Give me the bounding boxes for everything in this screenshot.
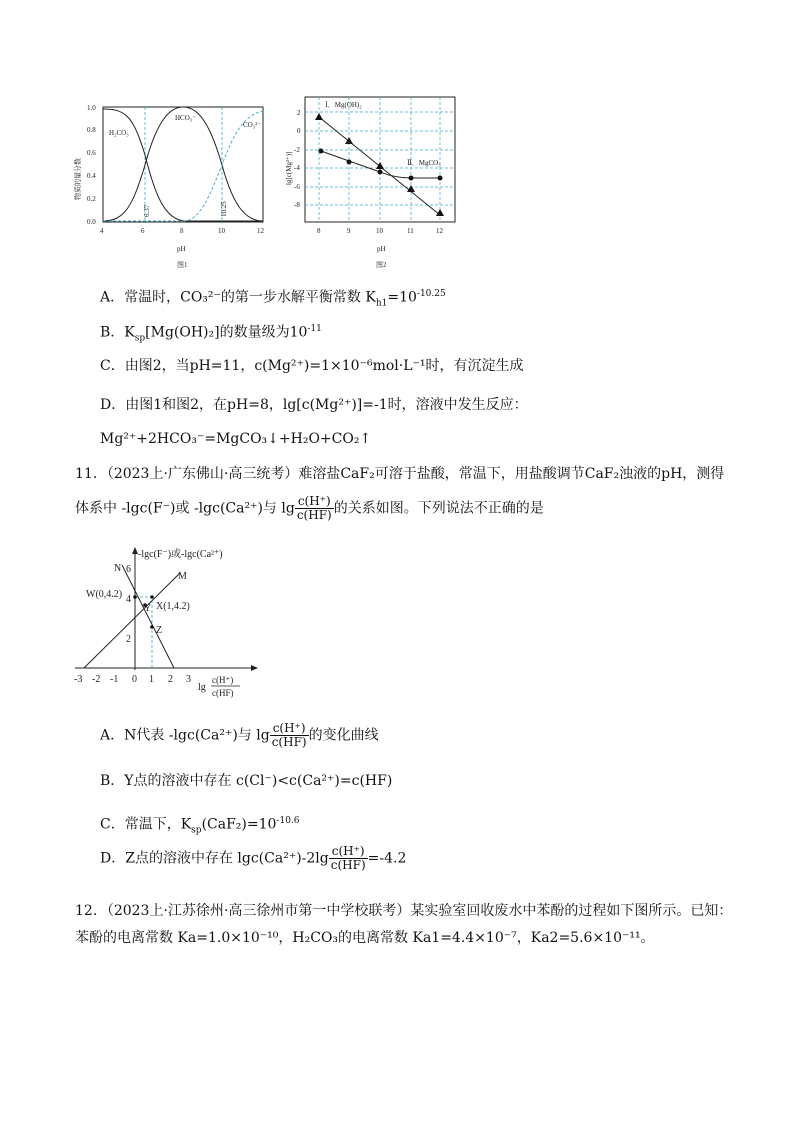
- q11-stem-line1: 11．（2023上·广东佛山·高三统考）难溶盐CaF₂可溶于盐酸，常温下，用盐酸调节CaF₂浊液的pH，测得: [75, 466, 725, 482]
- q11-option-d: D．Z点的溶液中存在 lgc(Ca²⁺)-2lg $\frac{c(H^+)}{c(HF)}$ =-4.2: [100, 844, 407, 872]
- fig1-xtick: 4: [100, 227, 104, 235]
- fig2-ylabel: lg[c(Mg²⁺)]: [285, 151, 293, 185]
- fig1-mark-1025: 10.25: [220, 201, 228, 217]
- fig1-caption: 图1: [177, 261, 188, 269]
- fig2-ytick: -2: [294, 146, 300, 154]
- figure-2: [285, 95, 465, 270]
- q11-graph-label-m: M: [178, 571, 187, 582]
- q11-graph-ytick: 2: [126, 634, 131, 645]
- q11-graph-xtick: 2: [168, 674, 173, 685]
- q11-graph-xtick: -3: [74, 674, 83, 685]
- fig1-xtick: 10: [218, 227, 225, 235]
- fig2-ytick: -4: [294, 164, 300, 172]
- q11-graph-ylabel: -lgc(F⁻)或-lgc(Ca²⁺): [138, 549, 223, 560]
- q11-graph-point-z: Z: [156, 625, 163, 636]
- fig1-ytick: 0.8: [87, 126, 96, 134]
- q11-graph-xtick: -1: [110, 674, 119, 685]
- fig1-ytick: 0.6: [87, 149, 96, 157]
- q11-graph-xlabel: lg: [198, 682, 206, 693]
- q11-option-b: B．Y点的溶液中存在 c(Cl⁻)<c(Ca²⁺)=c(HF): [100, 773, 393, 789]
- q11-option-c: C．常温下，$K_{sp}(CaF_2)=10^{-10.6}$: [100, 816, 300, 836]
- fig2-ytick: -8: [294, 201, 300, 209]
- q10-option-a: A．常温时，CO₃²⁻的第一步水解平衡常数 $K_{h1}=10^{-10.25}$: [100, 289, 446, 309]
- q11-graph-xtick: 1: [149, 674, 154, 685]
- q11-graph: [70, 545, 270, 705]
- fig1-ylabel: 物质的量分数: [74, 158, 82, 200]
- figure-1: [75, 95, 275, 270]
- q11-graph-ytick: 4: [126, 594, 131, 605]
- fig2-caption: 图2: [376, 261, 387, 269]
- fig2-ytick: -6: [294, 183, 300, 191]
- q11-stem-line2: 体系中 -lgc(F⁻)或 -lgc(Ca²⁺)与 lg $\frac{c(H^+)}{c(HF)}$ 的关系如图。下列说法不正确的是: [75, 494, 544, 522]
- fig1-label-hco3: HCO₃⁻: [175, 114, 196, 122]
- fig1-ytick: 0.4: [87, 172, 96, 180]
- q10-option-c: C．由图2，当pH=11，c(Mg²⁺)=1×10⁻⁶mol·L⁻¹时，有沉淀生成: [100, 358, 524, 374]
- fig1-mark-637: 6.37: [143, 204, 151, 217]
- q11-graph-label-n: N: [114, 563, 122, 574]
- q12-stem-line2: 苯酚的电离常数 Ka=1.0×10⁻¹⁰，H₂CO₃的电离常数 Ka1=4.4×10⁻⁷，Ka2=5.6×10⁻¹¹。: [75, 930, 655, 946]
- fig2-xtick: 8: [317, 227, 321, 235]
- fig2-xtick: 11: [407, 227, 414, 235]
- fig1-xtick: 6: [141, 227, 145, 235]
- fig1-label-co3: CO₃²⁻: [243, 121, 261, 129]
- fig1-label-h2co3: H₂CO₃: [109, 129, 129, 137]
- fig2-xtick: 10: [376, 227, 383, 235]
- fig1-xlabel: pH: [177, 245, 186, 253]
- q11-graph-xtick: -2: [92, 674, 101, 685]
- q11-graph-point-x: X(1,4.2): [156, 601, 190, 612]
- fig2-ytick: 2: [297, 109, 301, 117]
- q11-graph-xlabel-den: c(HF): [212, 688, 234, 698]
- q11-graph-point-y: Y: [144, 603, 152, 614]
- q10-option-d: D．由图1和图2，在pH=8，lg[c(Mg²⁺)]=-1时，溶液中发生反应：: [100, 397, 528, 413]
- fig2-xlabel: pH: [377, 245, 386, 253]
- q10-option-b: B．$K_{sp}[Mg(OH)_2]$的数量级为$10^{-11}$: [100, 324, 322, 344]
- fig1-ytick: 0.0: [87, 218, 96, 226]
- fig2-xtick: 12: [436, 227, 443, 235]
- q11-graph-point-w: W(0,4.2): [86, 589, 123, 600]
- fig1-xtick: 12: [257, 227, 264, 235]
- fig2-ytick: 0: [297, 127, 301, 135]
- q11-graph-xtick: 3: [186, 674, 191, 685]
- fig2-xtick: 9: [347, 227, 351, 235]
- q11-graph-xtick: 0: [132, 674, 137, 685]
- fig2-series1: Ⅰ．Mg(OH)₂: [325, 101, 362, 109]
- fig1-ytick: 0.2: [87, 195, 96, 203]
- fig2-series2: Ⅱ．MgCO₃: [407, 159, 441, 167]
- fig1-ytick: 1.0: [87, 104, 96, 112]
- fig1-xtick: 8: [180, 227, 184, 235]
- q11-graph-ytick: 6: [126, 564, 131, 575]
- q12-stem-line1: 12．（2023上·江苏徐州·高三徐州市第一中学校联考）某实验室回收废水中苯酚的过程如下图所示。已知：: [75, 903, 733, 919]
- q11-option-a: A．N代表 -lgc(Ca²⁺)与 lg $\frac{c(H^+)}{c(HF)}$ 的变化曲线: [100, 721, 379, 749]
- q10-option-d-equation: Mg²⁺+2HCO₃⁻=MgCO₃↓+H₂O+CO₂↑: [100, 431, 372, 447]
- q11-graph-xlabel-num: c(H⁺): [212, 675, 234, 685]
